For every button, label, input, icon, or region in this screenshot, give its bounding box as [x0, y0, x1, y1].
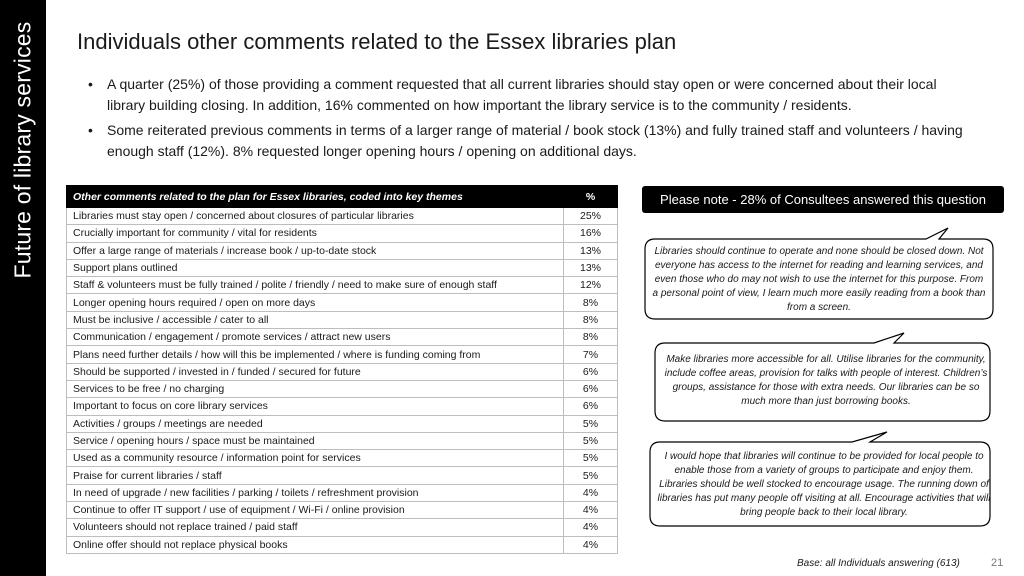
theme-cell: Praise for current libraries / staff: [67, 467, 564, 484]
table-row: [67, 502, 618, 519]
theme-cell: Longer opening hours required / open on more days: [67, 294, 564, 311]
table-row: [67, 398, 618, 415]
themes-table: [66, 185, 618, 554]
percent-cell: 5%: [564, 450, 618, 467]
theme-cell: Crucially important for community / vital for residents: [67, 225, 564, 242]
quote-text: I would hope that libraries will continue to be provided for local people to enable those from a variety of groups to participate and enjoy them. Libraries should be well stocked to encourage usage. The running down of libraries has put many people off visiting at all. Encourage activities that will bring people back to their local library.: [657, 451, 991, 518]
bullet-item: [88, 120, 978, 162]
bullet-item: [88, 74, 978, 116]
theme-cell: Support plans outlined: [67, 259, 564, 276]
page-number: 21: [991, 557, 1004, 569]
theme-cell: In need of upgrade / new facilities / parking / toilets / refreshment provision: [67, 484, 564, 501]
percent-cell: 8%: [564, 294, 618, 311]
theme-cell: Used as a community resource / information point for services: [67, 450, 564, 467]
theme-cell: Must be inclusive / accessible / cater to all: [67, 311, 564, 328]
table-row: [67, 415, 618, 432]
bullet-icon: •: [88, 76, 93, 92]
bullet-text: Some reiterated previous comments in terms of a larger range of material / book stock (13%) and fully trained staff and volunteers / having enough staff (12%). 8% requested longer opening hours / opening on additional days.: [107, 122, 963, 159]
theme-column-header: Other comments related to the plan for Essex libraries, coded into key themes: [67, 186, 564, 208]
percent-cell: 8%: [564, 311, 618, 328]
table-row: [67, 380, 618, 397]
table-row: [67, 467, 618, 484]
percent-cell: 4%: [564, 519, 618, 536]
theme-cell: Important to focus on core library services: [67, 398, 564, 415]
theme-cell: Libraries must stay open / concerned about closures of particular libraries: [67, 208, 564, 225]
table-row: [67, 363, 618, 380]
percent-cell: 5%: [564, 432, 618, 449]
percent-cell: 7%: [564, 346, 618, 363]
table-row: [67, 536, 618, 553]
theme-cell: Continue to offer IT support / use of equipment / Wi-Fi / online provision: [67, 502, 564, 519]
percent-cell: 6%: [564, 398, 618, 415]
table-row: [67, 242, 618, 259]
table-row: [67, 519, 618, 536]
table-header-row: [67, 186, 618, 208]
table-row: [67, 346, 618, 363]
table-row: [67, 259, 618, 276]
table-row: [67, 484, 618, 501]
page-title: Individuals other comments related to the Essex libraries plan: [77, 29, 677, 54]
theme-cell: Staff & volunteers must be fully trained / polite / friendly / need to make sure of enough staff: [67, 277, 564, 294]
sidebar-title: Future of library services: [9, 21, 36, 279]
theme-cell: Should be supported / invested in / funded / secured for future: [67, 363, 564, 380]
quote-callout: [642, 430, 1004, 530]
percent-cell: 25%: [564, 208, 618, 225]
theme-cell: Communication / engagement / promote services / attract new users: [67, 329, 564, 346]
percent-cell: 5%: [564, 415, 618, 432]
percent-cell: 16%: [564, 225, 618, 242]
table-row: [67, 277, 618, 294]
percent-cell: 6%: [564, 363, 618, 380]
quote-callout: [652, 330, 1002, 424]
percent-cell: 5%: [564, 467, 618, 484]
bullet-text: A quarter (25%) of those providing a comment requested that all current libraries should stay open or were concerned about their local library building closing. In addition, 16% commented on how important the library service is to the community / residents.: [107, 76, 937, 113]
percent-column-header: %: [564, 186, 618, 208]
theme-cell: Volunteers should not replace trained / paid staff: [67, 519, 564, 536]
percent-cell: 12%: [564, 277, 618, 294]
table-row: [67, 225, 618, 242]
percent-cell: 13%: [564, 242, 618, 259]
bullet-icon: •: [88, 122, 93, 138]
table-row: [67, 432, 618, 449]
percent-cell: 8%: [564, 329, 618, 346]
percent-cell: 4%: [564, 536, 618, 553]
percent-cell: 4%: [564, 502, 618, 519]
sidebar-band: [0, 0, 46, 576]
theme-cell: Plans need further details / how will this be implemented / where is funding coming from: [67, 346, 564, 363]
table-row: [67, 294, 618, 311]
theme-cell: Online offer should not replace physical books: [67, 536, 564, 553]
table-row: [67, 329, 618, 346]
quote-callout: [636, 226, 1008, 322]
theme-cell: Services to be free / no charging: [67, 380, 564, 397]
table-row: [67, 311, 618, 328]
percent-cell: 13%: [564, 259, 618, 276]
percent-cell: 4%: [564, 484, 618, 501]
quote-text: Make libraries more accessible for all. Utilise libraries for the community, include coffee areas, provision for talks with people of interest. Children’s groups, assistance for those with extra needs. Our libraries can be so much more than just borrowing books.: [664, 354, 988, 407]
base-note: Base: all Individuals answering (613): [797, 558, 960, 569]
summary-bullets: [88, 74, 978, 166]
table-row: [67, 208, 618, 225]
note-banner: Please note - 28% of Consultees answered this question: [642, 186, 1004, 213]
theme-cell: Service / opening hours / space must be maintained: [67, 432, 564, 449]
quote-text: Libraries should continue to operate and none should be closed down. Not everyone has access to the internet for reading and learning services, and even those who do may not wish to use the internet for this purpose. From a personal point of view, I learn much more easily reading from a book than from a screen.: [652, 246, 986, 313]
theme-cell: Offer a large range of materials / increase book / up-to-date stock: [67, 242, 564, 259]
table-row: [67, 450, 618, 467]
theme-cell: Activities / groups / meetings are needed: [67, 415, 564, 432]
percent-cell: 6%: [564, 380, 618, 397]
